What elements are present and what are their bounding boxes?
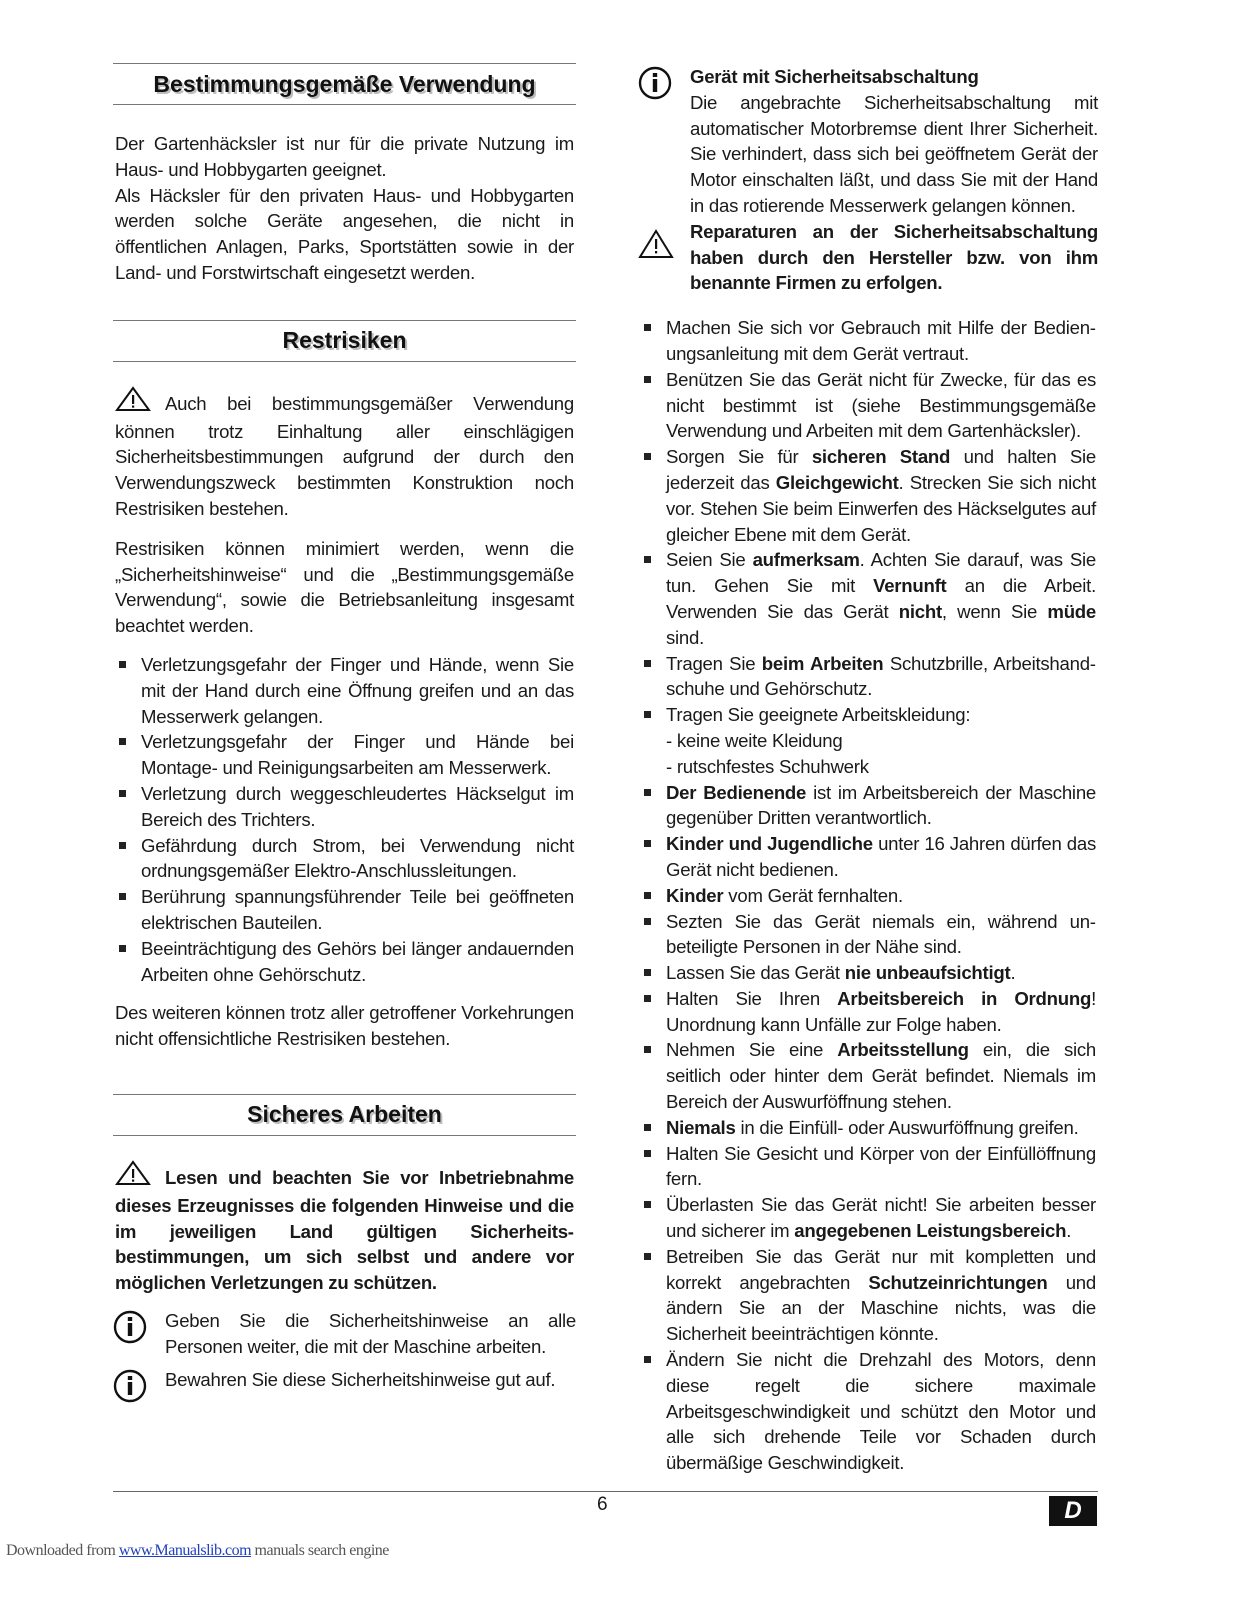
warning-text: Reparaturen an der Sicherheitsabschaltung haben durch den Hersteller bzw. von ihm benannte Firmen zu erfolgen. bbox=[690, 220, 1098, 294]
info-text: Die angebrachte Sicherheitsabschaltung mit automatischer Motorbremse dient Ihrer Sicherheit. Sie verhindert, dass sich bei geöffnetem Gerät der Motor einschalten läßt, und dass Sie mit der Hand in das rotierende Messerwerk gelangen können. bbox=[690, 91, 1098, 216]
section-heading-verwendung bbox=[113, 63, 576, 105]
list-item: Niemals in die Einfüll- oder Auswurföffnung greifen. bbox=[638, 1115, 1098, 1141]
list-item: Sezten Sie das Gerät niemals ein, während unbeteiligte Personen in der Nähe sind. bbox=[638, 909, 1098, 961]
list-item: Kinder vom Gerät fernhalten. bbox=[638, 883, 1098, 909]
warning-triangle-icon bbox=[115, 1160, 151, 1193]
warning-paragraph bbox=[113, 386, 576, 522]
list-item: Ändern Sie nicht die Drehzahl des Motors, denn diese regelt die sichere maximale Arbeitsgeschwindigkeit und schützt den Motor und alle sich drehende Teile vor Schaden durch übermäßige Geschwindigkeit. bbox=[638, 1347, 1098, 1476]
list-item: Der Bedienende ist im Arbeitsbereich der Maschine gegenüber Dritten verantwortlich. bbox=[638, 780, 1098, 832]
list-item: Überlasten Sie das Gerät nicht! Sie arbeiten besser und sicherer im angegebenen Leistungsbereich. bbox=[638, 1192, 1098, 1244]
list-item: Benützen Sie das Gerät nicht für Zwecke, für das es nicht bestimmt ist (siehe Bestimmungsgemäße Verwendung und Arbeiten mit dem Gartenhäcksler). bbox=[638, 367, 1098, 444]
list-item: Verletzung durch weggeschleudertes Häckselgut im Bereich des Trichters. bbox=[113, 781, 576, 833]
paragraph: Des weiteren können trotz aller getroffener Vorkehrungen nicht offensichtliche Restrisiken bestehen. bbox=[115, 1002, 574, 1050]
list-item: Machen Sie sich vor Gebrauch mit Hilfe der Bedienungsanleitung mit dem Gerät vertraut. bbox=[638, 315, 1098, 367]
info-circle-icon bbox=[113, 1367, 165, 1408]
info-title: Gerät mit Sicherheitsabschaltung bbox=[690, 66, 979, 87]
info-note bbox=[113, 1367, 576, 1408]
info-text: Bewahren Sie diese Sicherheitshinweise gut auf. bbox=[165, 1369, 556, 1391]
section-title: Bestimmungsgemäße Verwendung bbox=[153, 70, 536, 97]
paragraph: Als Häcksler für den privaten Haus- und Hobbygarten werden solche Geräte angesehen, die nicht in öffentlichen Anlagen, Parks, Sportstätten sowie in der Land- und Forstwirtschaft eingesetzt werden. bbox=[115, 184, 574, 283]
list-item: Lassen Sie das Gerät nie unbeaufsichtigt. bbox=[638, 960, 1098, 986]
warning-text: Lesen und beachten Sie vor Inbetriebnahme dieses Erzeugnisses die folgenden Hinweise und die im jeweiligen Land gültigen Sicherheitsbestimmungen, um sich selbst und andere vor möglichen Verletzungen zu schützen. bbox=[115, 1166, 574, 1294]
list-item: Beeinträchtigung des Gehörs bei länger andauernden Arbeiten ohne Gehörschutz. bbox=[113, 936, 576, 988]
warning-triangle-icon bbox=[115, 386, 151, 419]
list-item: Berührung spannungsführender Teile bei geöffneten elektrischen Bauteilen. bbox=[113, 884, 576, 936]
list-item: Tragen Sie geeignete Arbeitskleidung: - keine weite Kleidung - rutschfestes Schuhwerk bbox=[638, 702, 1098, 779]
info-text: Geben Sie die Sicherheitshinweise an alle Personen weiter, die mit der Maschine arbeiten. bbox=[165, 1309, 576, 1357]
warning-paragraph bbox=[113, 1160, 576, 1296]
list-item: Betreiben Sie das Gerät nur mit kompletten und korrekt angebrachten Schutzeinrichtungen und ändern Sie an der Maschine nichts, was die Sicherheit beeinträchtigen könnte. bbox=[638, 1244, 1098, 1347]
page-number: 6 bbox=[597, 1494, 608, 1515]
list-item: Seien Sie aufmerksam. Achten Sie darauf, was Sie tun. Gehen Sie mit Vernunft an die Arbeit. Verwenden Sie das Gerät nicht, wenn Sie müde sind. bbox=[638, 547, 1098, 650]
section-title: Sicheres Arbeiten bbox=[247, 1101, 442, 1128]
paragraph: Restrisiken können minimiert werden, wenn die „Sicherheitshinweise“ und die „Bestimmungsgemäße Verwendung“, sowie die Betriebsanleitung insgesamt beachtet werden. bbox=[115, 537, 574, 637]
right-column bbox=[638, 64, 1098, 1476]
info-circle-icon bbox=[113, 1308, 165, 1349]
warning-text: Auch bei bestimmungsgemäßer Verwendung können trotz Einhaltung aller einschlägigen Sicherheitsbestimmungen aufgrund der durch den Verwendungszweck bestimmten Konstruktion noch Restrisiken bestehen. bbox=[115, 392, 574, 519]
list-item: Halten Sie Gesicht und Körper von der Einfüllöffnung fern. bbox=[638, 1141, 1098, 1193]
list-item: Verletzungsgefahr der Finger und Hände, wenn Sie mit der Hand durch eine Öffnung greifen und an das Messerwerk gelangen. bbox=[113, 652, 576, 729]
list-item: Tragen Sie beim Arbeiten Schutzbrille, Arbeitshandschuhe und Gehörschutz. bbox=[638, 651, 1098, 703]
warning-note-repairs bbox=[638, 219, 1098, 296]
footer-divider bbox=[113, 1491, 1098, 1492]
sub-item: - keine weite Kleidung bbox=[666, 729, 843, 751]
sub-item: - rutschfestes Schuhwerk bbox=[666, 755, 869, 777]
list-item: Kinder und Jugendliche unter 16 Jahren dürfen das Gerät nicht bedienen. bbox=[638, 831, 1098, 883]
left-column bbox=[113, 60, 576, 1408]
list-item: Sorgen Sie für sicheren Stand und halten Sie jederzeit das Gleichgewicht. Strecken Sie sich nicht vor. Stehen Sie beim Einwerfen des Häckselgutes auf gleicher Ebene mit dem Gerät. bbox=[638, 444, 1098, 547]
safety-list bbox=[638, 315, 1098, 1476]
list-item: Halten Sie Ihren Arbeitsbereich in Ordnung! Unordnung kann Unfälle zur Folge haben. bbox=[638, 986, 1098, 1038]
info-note-safety-shutdown bbox=[638, 64, 1098, 219]
section-title: Restrisiken bbox=[282, 327, 407, 354]
info-note bbox=[113, 1308, 576, 1360]
paragraph: Der Gartenhäcksler ist nur für die private Nutzung im Haus- und Hobbygarten geeignet. bbox=[115, 133, 574, 180]
section-heading-restrisiken bbox=[113, 320, 576, 362]
warning-triangle-icon bbox=[638, 219, 690, 264]
info-circle-icon bbox=[638, 64, 690, 105]
language-badge: D bbox=[1049, 1496, 1097, 1526]
list-item: Verletzungsgefahr der Finger und Hände bei Montage- und Reinigungsarbeiten am Messerwerk. bbox=[113, 729, 576, 781]
section-heading-sicheres-arbeiten bbox=[113, 1094, 576, 1136]
list-item: Nehmen Sie eine Arbeitsstellung ein, die sich seitlich oder hinter dem Gerät befindet. Niemals im Bereich der Auswurföffnung stehen. bbox=[638, 1037, 1098, 1114]
list-item: Gefährdung durch Strom, bei Verwendung nicht ordnungsgemäßer Elektro-Anschlussleitungen. bbox=[113, 833, 576, 885]
manualslib-link[interactable]: www.Manualslib.com bbox=[118, 1542, 252, 1559]
risk-list bbox=[113, 652, 576, 987]
download-note: Downloaded from www.Manualslib.com manuals search engine bbox=[6, 1542, 389, 1559]
